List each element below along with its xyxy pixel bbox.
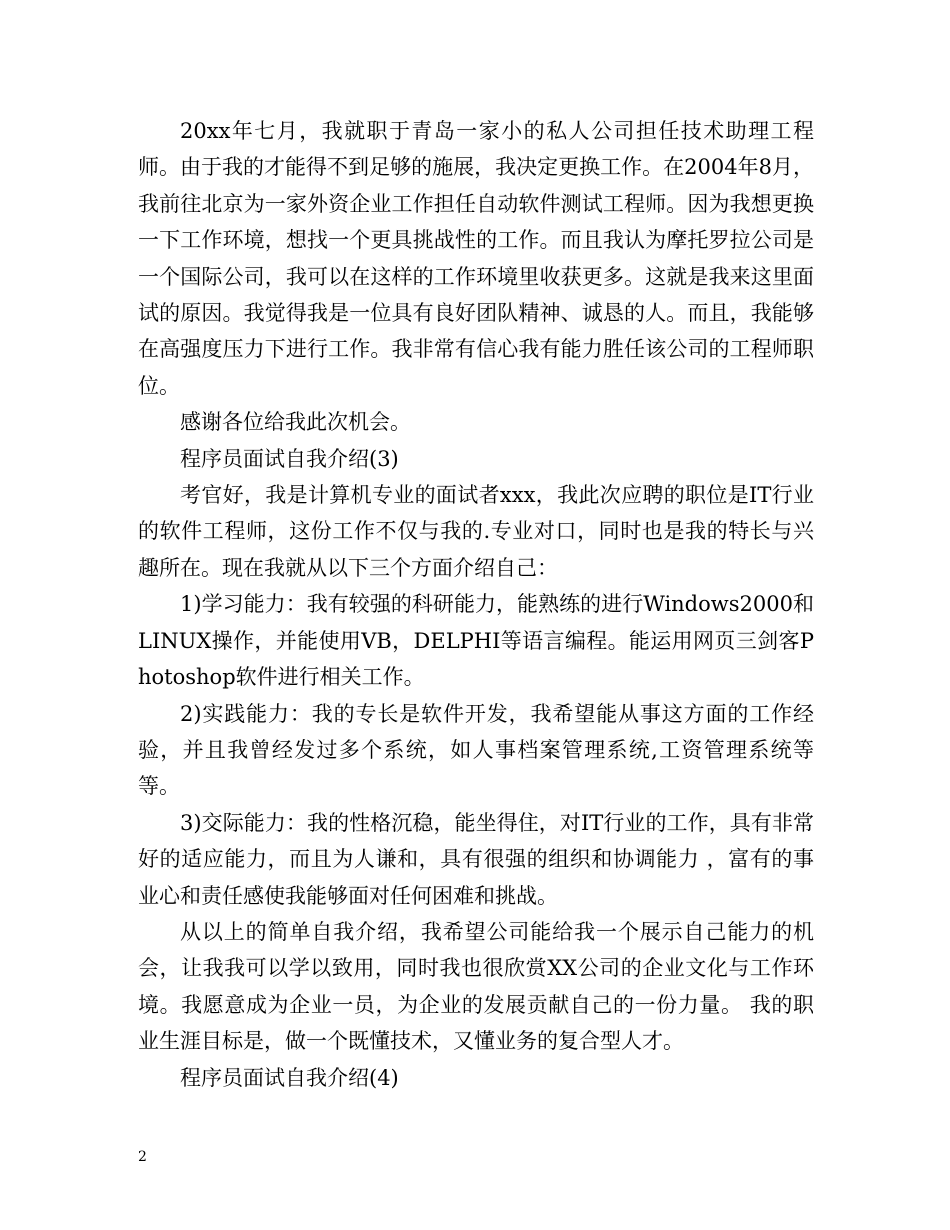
- paragraph-introduction: 考官好，我是计算机专业的面试者xxx，我此次应聘的职位是IT行业的软件工程师，这份工作不仅与我的.专业对口，同时也是我的特长与兴趣所在。现在我就从以下三个方面介绍自己：: [138, 483, 814, 580]
- paragraph-thanks: 感谢各位给我此次机会。: [180, 410, 411, 435]
- section-heading-4: 程序员面试自我介绍(4): [180, 1065, 399, 1090]
- paragraph-practical-ability: 2)实践能力：我的专长是软件开发，我希望能从事这方面的工作经验，并且我曾经发过多个系统，如人事档案管理系统,工资管理系统等等。: [138, 701, 814, 799]
- section-heading-3: 程序员面试自我介绍(3): [180, 446, 399, 471]
- paragraph-social-ability: 3)交际能力：我的性格沉稳，能坐得住，对IT行业的工作，具有非常好的适应能力，而且为人谦和，具有很强的组织和协调能力 ，富有的事业心和责任感使我能够面对任何困难和挑战。: [138, 810, 814, 908]
- document-body: [138, 113, 814, 1096]
- page-number: 2: [138, 1149, 147, 1165]
- paragraph-work-history: 20xx年七月，我就职于青岛一家小的私人公司担任技术助理工程师。由于我的才能得不到足够的施展，我决定更换工作。在2004年8月，我前往北京为一家外资企业工作担任自动软件测试工程师。因为我想更换一下工作环境，想找一个更具挑战性的工作。而且我认为摩托罗拉公司是一个国际公司，我可以在这样的工作环境里收获更多。这就是我来这里面试的原因。我觉得我是一位具有良好团队精神、诚恳的人。而且，我能够在高强度压力下进行工作。我非常有信心我有能力胜任该公司的工程师职位。: [138, 119, 814, 398]
- paragraph-learning-ability: 1)学习能力：我有较强的科研能力，能熟练的进行Windows2000和LINUX操作，并能使用VB，DELPHI等语言编程。能运用网页三剑客Photoshop软件进行相关工作。: [138, 592, 814, 690]
- paragraph-conclusion: 从以上的简单自我介绍，我希望公司能给我一个展示自己能力的机会，让我我可以学以致用，同时我也很欣赏XX公司的企业文化与工作环境。我愿意成为企业一员，为企业的发展贡献自己的一份力量。 我的职业生涯目标是，做一个既懂技术，又懂业务的复合型人才。: [138, 919, 814, 1054]
